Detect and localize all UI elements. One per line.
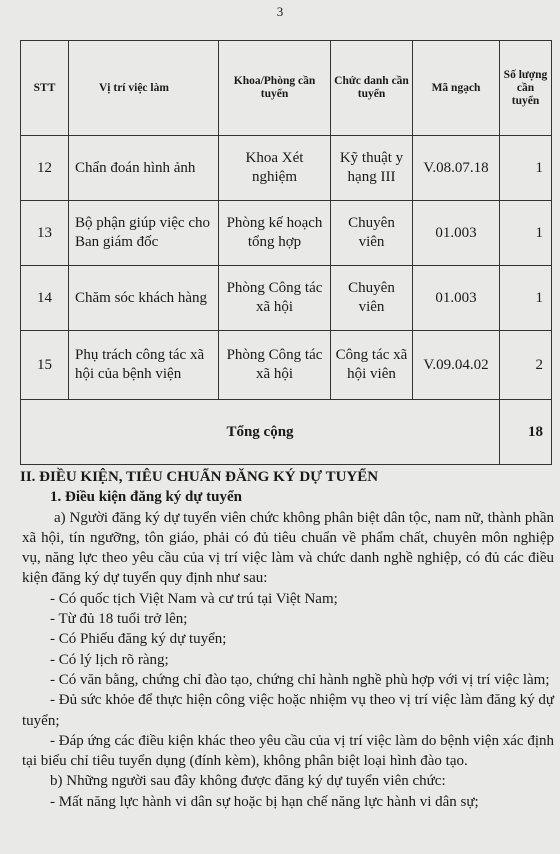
page-number: 3 bbox=[276, 4, 284, 19]
cell-position: Chẩn đoán hình ảnh bbox=[69, 136, 219, 201]
list-item: - Đủ sức khỏe để thực hiện công việc hoặc nhiệm vụ theo vị trí việc làm đăng ký dự tuyển; bbox=[22, 692, 554, 729]
section-body bbox=[20, 467, 554, 812]
list-item: - Có lý lịch rõ ràng; bbox=[50, 651, 169, 668]
cell-code: 01.003 bbox=[413, 201, 500, 266]
header-department: Khoa/Phòng cần tuyển bbox=[219, 41, 331, 136]
cell-code: 01.003 bbox=[413, 266, 500, 331]
table-total-row bbox=[21, 400, 552, 465]
list-item: - Từ đủ 18 tuổi trở lên; bbox=[50, 611, 188, 628]
section-heading: II. ĐIỀU KIỆN, TIÊU CHUẨN ĐĂNG KÝ DỰ TUYỂN bbox=[20, 469, 379, 485]
cell-department: Phòng Công tác xã hội bbox=[219, 266, 331, 331]
cell-quantity: 1 bbox=[500, 201, 552, 266]
cell-position: Chăm sóc khách hàng bbox=[69, 266, 219, 331]
cell-stt: 13 bbox=[21, 201, 69, 266]
table-row bbox=[21, 201, 552, 266]
recruitment-table bbox=[20, 40, 552, 465]
header-title: Chức danh cần tuyển bbox=[331, 41, 413, 136]
cell-department: Phòng kế hoạch tổng hợp bbox=[219, 201, 331, 266]
header-code: Mã ngạch bbox=[413, 41, 500, 136]
cell-title: Kỹ thuật y hạng III bbox=[331, 136, 413, 201]
total-value: 18 bbox=[500, 400, 552, 465]
list-item: - Có Phiếu đăng ký dự tuyển; bbox=[50, 631, 227, 648]
cell-quantity: 1 bbox=[500, 266, 552, 331]
cell-stt: 15 bbox=[21, 331, 69, 400]
table-header-row bbox=[21, 41, 552, 136]
cell-title: Công tác xã hội viên bbox=[331, 331, 413, 400]
cell-position: Phụ trách công tác xã hội của bệnh viện bbox=[69, 331, 219, 400]
cell-quantity: 2 bbox=[500, 331, 552, 400]
cell-code: V.08.07.18 bbox=[413, 136, 500, 201]
table-row bbox=[21, 136, 552, 201]
list-item: - Đáp ứng các điều kiện khác theo yêu cầu của vị trí việc làm do bệnh viện xác định tại biểu chỉ tiêu tuyển dụng (đính kèm), không phân biệt loại hình đào tạo. bbox=[22, 732, 554, 770]
section-subheading: 1. Điều kiện đăng ký dự tuyển bbox=[50, 489, 242, 506]
list-item: - Có quốc tịch Việt Nam và cư trú tại Việt Nam; bbox=[50, 590, 338, 607]
cell-stt: 12 bbox=[21, 136, 69, 201]
cell-position: Bộ phận giúp việc cho Ban giám đốc bbox=[69, 201, 219, 266]
cell-quantity: 1 bbox=[500, 136, 552, 201]
cell-title: Chuyên viên bbox=[331, 266, 413, 331]
cell-title: Chuyên viên bbox=[331, 201, 413, 266]
cell-stt: 14 bbox=[21, 266, 69, 331]
paragraph-a: a) Người đăng ký dự tuyển viên chức không phân biệt dân tộc, nam nữ, thành phần xã hội, tín ngưỡng, tôn giáo, phải có đủ tiêu chuẩn về phẩm chất, chuyên môn nghiệp vụ, năng lực theo yêu cầu của vị trí việc làm và chức danh nghề nghiệp, có đủ các điều kiện đăng ký dự tuyển quy định như sau: bbox=[22, 509, 554, 587]
list-item: - Có văn bằng, chứng chỉ đào tạo, chứng chỉ hành nghề phù hợp với vị trí việc làm; bbox=[50, 671, 550, 688]
header-stt: STT bbox=[21, 41, 69, 136]
list-item: - Mất năng lực hành vi dân sự hoặc bị hạn chế năng lực hành vi dân sự; bbox=[50, 793, 479, 810]
paragraph-b: b) Những người sau đây không được đăng ký dự tuyển viên chức: bbox=[50, 773, 446, 790]
header-position: Vị trí việc làm bbox=[69, 41, 219, 136]
table-row bbox=[21, 331, 552, 400]
table-row bbox=[21, 266, 552, 331]
total-label: Tổng cộng bbox=[21, 400, 500, 465]
cell-department: Phòng Công tác xã hội bbox=[219, 331, 331, 400]
cell-department: Khoa Xét nghiệm bbox=[219, 136, 331, 201]
header-quantity: Số lượng cần tuyển bbox=[500, 41, 552, 136]
cell-code: V.09.04.02 bbox=[413, 331, 500, 400]
